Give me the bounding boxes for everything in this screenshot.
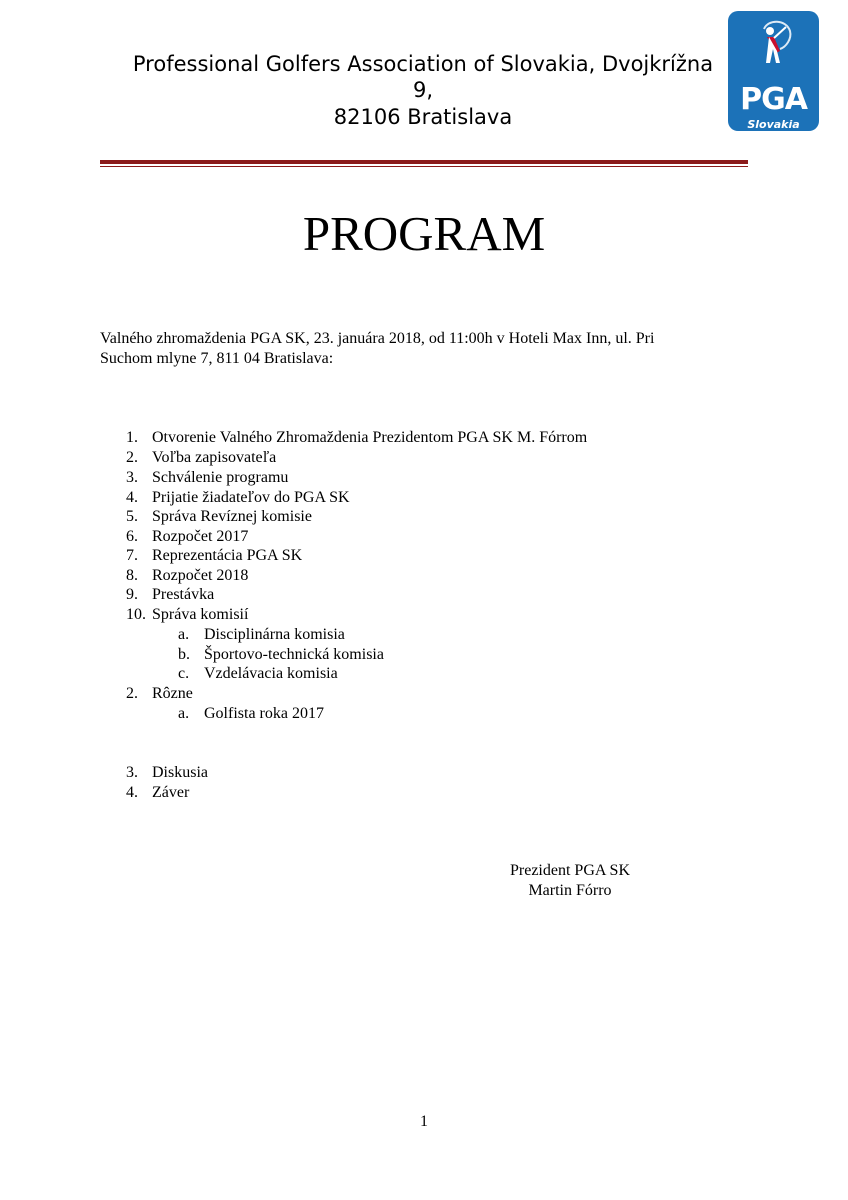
sub-agenda-item-text: Disciplinárna komisia [204, 626, 345, 643]
sub-agenda-item-letter: a. [178, 705, 190, 722]
page-title: PROGRAM [302, 206, 546, 261]
agenda-item-number: 8. [126, 567, 138, 584]
sub-agenda-item-text: Golfista roka 2017 [204, 705, 324, 722]
sub-agenda-item-letter: a. [178, 626, 190, 643]
agenda-item-number: 7. [126, 547, 138, 564]
agenda-item-text: Voľba zapisovateľa [152, 449, 277, 466]
agenda-item-number: 3. [126, 764, 138, 781]
pga-slovakia-logo [728, 11, 819, 131]
agenda-item-text: Správa Revíznej komisie [152, 508, 312, 525]
intro-line-2: Suchom mlyne 7, 811 04 Bratislava: [100, 350, 334, 367]
intro-paragraph [100, 329, 740, 369]
signature-name: Martin Fórro [528, 882, 612, 899]
logo-text: PGA [740, 82, 807, 117]
agenda-item-number: 4. [126, 784, 138, 801]
agenda-item-text: Schválenie programu [152, 469, 289, 486]
agenda-item-number: 2. [126, 449, 138, 466]
sub-agenda-item-letter: b. [178, 646, 190, 663]
org-address-line-3: 82106 Bratislava [333, 105, 513, 129]
golfer-icon [750, 17, 798, 83]
page-number: 1 [420, 1113, 428, 1130]
agenda-item-number: 3. [126, 469, 138, 486]
agenda-item-text: Rozpočet 2017 [152, 528, 249, 545]
agenda-item-number: 4. [126, 489, 138, 506]
agenda-item-text: Prijatie žiadateľov do PGA SK [152, 489, 350, 506]
agenda-item-number: 2. [126, 685, 138, 702]
agenda-item-text: Reprezentácia PGA SK [152, 547, 303, 564]
sub-agenda-item-text: Vzdelávacia komisia [204, 665, 338, 682]
logo-subtext: Slovakia [747, 118, 800, 131]
signature-role: Prezident PGA SK [510, 862, 630, 879]
agenda-item-text: Záver [152, 784, 190, 801]
agenda-item-text: Prestávka [152, 586, 215, 603]
agenda-item-text: Rôzne [152, 685, 193, 702]
header-divider-thin [100, 166, 748, 167]
header-divider-thick [100, 160, 748, 164]
agenda-item-number: 5. [126, 508, 138, 525]
agenda-item-text: Správa komisií [152, 606, 249, 623]
agenda-item-number: 9. [126, 586, 138, 603]
agenda-item-text: Otvorenie Valného Zhromaždenia Prezidentom PGA SK M. Fórrom [152, 429, 588, 446]
agenda-item-number: 1. [126, 429, 138, 446]
intro-line-1: Valného zhromaždenia PGA SK, 23. januára 2018, od 11:00h v Hoteli Max Inn, ul. Pri [100, 330, 655, 347]
sub-agenda-item-letter: c. [178, 665, 190, 682]
agenda-item-number: 10. [126, 606, 146, 623]
agenda-item-text: Diskusia [152, 764, 208, 781]
sub-agenda-item-text: Športovo-technická komisia [204, 646, 384, 663]
agenda-item-number: 6. [126, 528, 138, 545]
org-address-line-2: 9, [412, 78, 434, 102]
agenda-item-text: Rozpočet 2018 [152, 567, 249, 584]
org-address-line-1: Professional Golfers Association of Slovakia, Dvojkrížna [132, 52, 714, 76]
